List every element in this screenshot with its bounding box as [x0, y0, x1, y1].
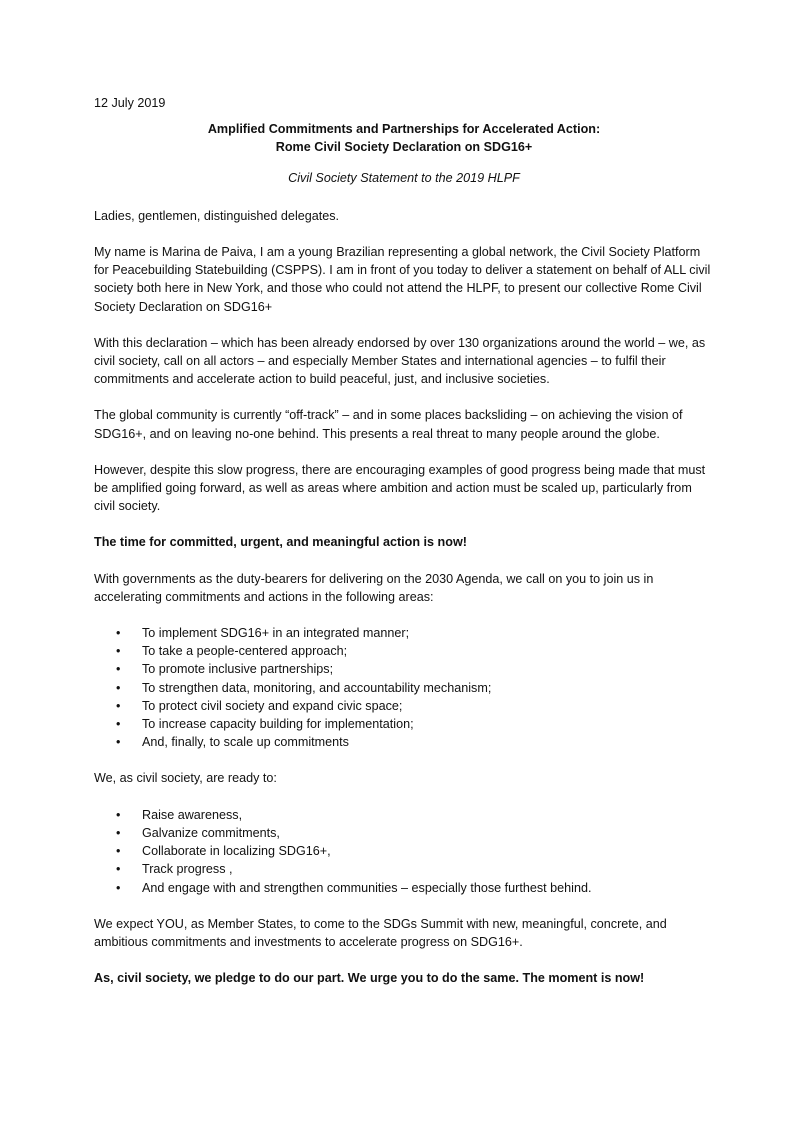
list-item: • And, finally, to scale up commitments	[94, 733, 714, 751]
document-body	[94, 94, 714, 987]
paragraph-declaration: With this declaration – which has been already endorsed by over 130 organizations around the world – we, as civil society, call on all actors – and especially Member States and international agencies – to fulfil their commitments and accelerate action to build peaceful, just, and inclusive societies.	[94, 335, 706, 387]
paragraph-pledge: As, civil society, we pledge to do our part. We urge you to do the same. The moment is now!	[94, 971, 645, 986]
list-item: • To protect civil society and expand civic space;	[94, 697, 714, 715]
bullet-icon: •	[116, 680, 121, 695]
paragraph-governments: With governments as the duty-bearers for delivering on the 2030 Agenda, we call on you to join us in accelerating commitments and actions in the following areas:	[94, 571, 654, 604]
ready-list	[94, 806, 714, 897]
list-item: • Galvanize commitments,	[94, 824, 714, 842]
title-line-2: Rome Civil Society Declaration on SDG16+	[275, 140, 533, 155]
bullet-icon: •	[116, 825, 121, 840]
list-item: • To strengthen data, monitoring, and accountability mechanism;	[94, 679, 714, 697]
statement-date: 12 July 2019	[94, 96, 166, 110]
list-item: • Track progress ,	[94, 860, 714, 878]
list-item: • To implement SDG16+ in an integrated manner;	[94, 624, 714, 642]
paragraph-progress: However, despite this slow progress, there are encouraging examples of good progress being made that must be amplified going forward, as well as areas where ambition and action must be scaled up, particularly from civil society.	[94, 462, 706, 514]
paragraph-expectation: We expect YOU, as Member States, to come to the SDGs Summit with new, meaningful, concrete, and ambitious commitments and investments to accelerate progress on SDG16+.	[94, 916, 667, 949]
bullet-icon: •	[116, 662, 121, 677]
bullet-icon: •	[116, 626, 121, 641]
bullet-icon: •	[116, 862, 121, 877]
paragraph-off-track: The global community is currently “off-track” – and in some places backsliding – on achieving the vision of SDG16+, and on leaving no-one behind. This presents a real threat to many people around the globe.	[94, 408, 683, 441]
paragraph-ready: We, as civil society, are ready to:	[94, 771, 277, 786]
paragraph-introduction: My name is Marina de Paiva, I am a young Brazilian representing a global network, the Civil Society Platform for Peacebuilding Statebuilding (CSPPS). I am in front of you today to deliver a statement on behalf of ALL civil society both here in New York, and those who could not attend the HLPF, to present our collective Rome Civil Society Declaration on SDG16+	[94, 245, 711, 314]
bullet-icon: •	[116, 735, 121, 750]
bullet-icon: •	[116, 807, 121, 822]
list-item: • Raise awareness,	[94, 806, 714, 824]
bullet-icon: •	[116, 644, 121, 659]
bullet-icon: •	[116, 698, 121, 713]
title-line-1: Amplified Commitments and Partnerships for Accelerated Action:	[207, 122, 601, 137]
subtitle: Civil Society Statement to the 2019 HLPF	[288, 170, 520, 185]
areas-list	[94, 624, 714, 751]
list-item: • To promote inclusive partnerships;	[94, 660, 714, 678]
paragraph-call-to-action: The time for committed, urgent, and meaningful action is now!	[94, 535, 467, 550]
bullet-icon: •	[116, 717, 121, 732]
bullet-icon: •	[116, 880, 121, 895]
list-item: • Collaborate in localizing SDG16+,	[94, 842, 714, 860]
list-item: • To increase capacity building for implementation;	[94, 715, 714, 733]
list-item: • To take a people-centered approach;	[94, 642, 714, 660]
bullet-icon: •	[116, 844, 121, 859]
list-item: • And engage with and strengthen communities – especially those furthest behind.	[94, 879, 714, 897]
paragraph-greeting: Ladies, gentlemen, distinguished delegates.	[94, 208, 340, 223]
